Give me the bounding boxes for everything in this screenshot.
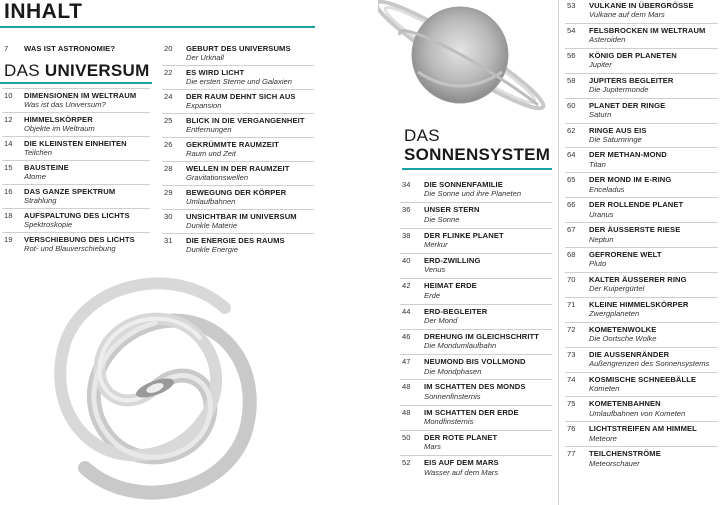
entry-subtitle: Die Mondphasen <box>424 366 482 376</box>
entry-divider <box>2 136 150 137</box>
page-number: 54 <box>567 25 576 35</box>
entry-divider <box>400 379 552 380</box>
entry-divider <box>565 297 718 298</box>
toc-entry[interactable] <box>567 300 688 319</box>
page-number: 75 <box>567 399 576 409</box>
entry-subtitle: Der Mond <box>424 315 458 325</box>
page-number: 60 <box>567 100 576 110</box>
page-number: 7 <box>4 44 9 53</box>
entry-title: LICHTSTREIFEN AM HIMMEL <box>589 424 697 434</box>
toc-entry[interactable] <box>567 26 705 45</box>
toc-entry[interactable] <box>402 332 539 351</box>
toc-entry[interactable] <box>402 357 526 376</box>
entry-subtitle: Strahlung <box>24 196 57 206</box>
page-number: 74 <box>567 374 576 384</box>
entry-divider <box>565 123 718 124</box>
entry-subtitle: Der Kuipergürtel <box>589 284 645 294</box>
entry-title: KALTER ÄUSSERER RING <box>589 274 687 284</box>
entry-divider <box>400 228 552 229</box>
toc-entry[interactable] <box>402 281 477 300</box>
entry-title: HIMMELSKÖRPER <box>24 115 93 124</box>
page-number: 15 <box>4 163 13 172</box>
entry-divider <box>565 322 718 323</box>
page-number: 22 <box>164 68 173 77</box>
entry-divider <box>162 113 314 114</box>
entry-title: GEKRÜMMTE RAUMZEIT <box>186 140 279 149</box>
entry-divider <box>2 88 150 89</box>
entry-subtitle: Sonnenfinsternis <box>424 391 481 401</box>
entry-divider <box>400 278 552 279</box>
page-number: 10 <box>4 91 13 100</box>
page-number: 18 <box>4 211 13 220</box>
spiral-galaxy-illustration <box>40 268 270 505</box>
toc-entry[interactable] <box>567 325 657 344</box>
toc-entry[interactable] <box>164 92 296 111</box>
entry-subtitle: Neptun <box>589 234 614 244</box>
entry-title: FELSBROCKEN IM WELTRAUM <box>589 25 706 35</box>
toc-entry[interactable] <box>4 163 69 182</box>
entry-subtitle: Raum und Zeit <box>186 149 236 159</box>
entry-subtitle: Atome <box>24 172 46 182</box>
entry-title: AUFSPALTUNG DES LICHTS <box>24 211 130 220</box>
entry-divider <box>565 147 718 148</box>
page-number: 53 <box>567 1 576 10</box>
entry-title: VERSCHIEBUNG DES LICHTS <box>24 235 135 244</box>
entry-subtitle: Dunkle Materie <box>186 221 238 231</box>
entry-subtitle: Die Jupitermonde <box>589 85 649 95</box>
entry-subtitle: Die ersten Sterne und Galaxien <box>186 77 292 87</box>
page-number: 38 <box>402 230 411 240</box>
page-number: 68 <box>567 250 576 259</box>
entry-title: DER ROLLENDE PLANET <box>589 200 684 210</box>
entry-subtitle: Wasser auf dem Mars <box>424 467 499 477</box>
toc-entry[interactable] <box>567 275 687 294</box>
entry-subtitle: Die Sonne und ihre Planeten <box>424 189 522 199</box>
entry-title: WELLEN IN DER RAUMZEIT <box>186 164 290 173</box>
toc-entry[interactable] <box>164 68 292 87</box>
entry-title: DIE SONNENFAMILIE <box>424 180 503 189</box>
entry-title: DER RAUM DEHNT SICH AUS <box>186 92 296 101</box>
title-rule <box>0 26 315 28</box>
page-number: 77 <box>567 449 576 459</box>
entry-divider <box>565 98 718 99</box>
entry-divider <box>565 48 718 49</box>
entry-subtitle: Umlaufbahnen von Kometen <box>589 408 686 418</box>
page-number: 72 <box>567 324 576 334</box>
entry-divider <box>2 232 150 233</box>
page-number: 50 <box>402 433 411 442</box>
page-number: 40 <box>402 255 411 265</box>
entry-divider <box>565 272 718 273</box>
entry-divider <box>162 65 314 66</box>
page-number: 42 <box>402 281 411 291</box>
entry-title: GEFRORENE WELT <box>589 250 662 259</box>
toc-entry[interactable] <box>4 91 136 110</box>
entry-divider <box>2 160 150 161</box>
entry-subtitle: Asteroiden <box>589 35 626 45</box>
toc-entry[interactable] <box>164 164 289 183</box>
entry-subtitle: Entfernungen <box>186 125 232 135</box>
entry-divider <box>162 137 314 138</box>
page-number: 14 <box>4 139 13 148</box>
entry-title: PLANET DER RINGE <box>589 100 666 110</box>
entry-title: UNSICHTBAR IM UNIVERSUM <box>186 212 297 221</box>
entry-title: KOMETENWOLKE <box>589 324 657 334</box>
entry-divider <box>565 172 718 173</box>
entry-divider <box>565 421 718 422</box>
entry-divider <box>565 396 718 397</box>
page-number: 48 <box>402 407 411 417</box>
toc-entry[interactable] <box>164 140 279 159</box>
toc-entry[interactable] <box>402 205 480 224</box>
entry-subtitle: Außengrenzen des Sonnensystems <box>589 359 710 368</box>
toc-entry[interactable] <box>402 231 504 250</box>
page-number: 64 <box>567 150 576 160</box>
section-heading-bold: UNIVERSUM <box>44 61 150 80</box>
entry-divider <box>400 329 552 330</box>
entry-title: HEIMAT ERDE <box>424 281 477 291</box>
entry-title: ERD-ZWILLING <box>424 255 481 265</box>
entry-subtitle: Gravitationswellen <box>186 173 249 183</box>
entry-subtitle: Expansion <box>186 101 222 111</box>
page-number: 20 <box>164 44 173 53</box>
page-title: INHALT <box>4 0 83 23</box>
entry-title: DER ÄUSSERSTE RIESE <box>589 225 681 235</box>
toc-entry[interactable] <box>567 200 683 219</box>
entry-title: JUPITERS BEGLEITER <box>589 75 674 85</box>
entry-divider <box>400 455 552 456</box>
entry-divider <box>162 185 314 186</box>
page-number: 19 <box>4 235 13 244</box>
toc-entry[interactable] <box>4 187 115 206</box>
entry-divider <box>400 202 552 203</box>
toc-entry[interactable] <box>402 307 487 326</box>
entry-title: KÖNIG DER PLANETEN <box>589 50 677 60</box>
entry-title: BAUSTEINE <box>24 163 69 172</box>
column-divider <box>558 0 559 505</box>
page-number: 34 <box>402 180 411 189</box>
entry-title: IM SCHATTEN DES MONDS <box>424 382 526 392</box>
page-number: 30 <box>164 212 173 221</box>
page-number: 71 <box>567 299 576 309</box>
toc-entry[interactable] <box>567 250 662 269</box>
entry-subtitle: Meteorschauer <box>589 458 640 468</box>
entry-subtitle: Die Mondumlaufbahn <box>424 341 497 351</box>
entry-subtitle: Erde <box>424 290 441 300</box>
entry-divider <box>2 208 150 209</box>
toc-entry[interactable] <box>402 408 519 427</box>
toc-entry[interactable] <box>164 236 285 255</box>
entry-title: DIE KLEINSTEN EINHEITEN <box>24 139 127 148</box>
entry-divider <box>400 405 552 406</box>
sonnensystem-rule <box>402 168 552 170</box>
entry-title: NEUMOND BIS VOLLMOND <box>424 357 526 367</box>
toc-entry[interactable] <box>567 375 696 394</box>
entry-subtitle: Titan <box>589 159 606 169</box>
toc-entry[interactable] <box>567 399 685 418</box>
page-number: 62 <box>567 125 576 135</box>
entry-subtitle: Uranus <box>589 209 614 219</box>
page-number: 66 <box>567 200 576 210</box>
page-number: 24 <box>164 92 173 101</box>
entry-title: DER ROTE PLANET <box>424 433 498 442</box>
entry-title: UNSER STERN <box>424 205 480 215</box>
entry-subtitle: Spektroskopie <box>24 220 73 230</box>
toc-entry[interactable] <box>402 382 526 401</box>
page-number: 29 <box>164 188 173 197</box>
entry-title: KLEINE HIMMELSKÖRPER <box>589 299 689 309</box>
page-number: 56 <box>567 50 576 60</box>
page-number: 26 <box>164 140 173 149</box>
section-heading-bold: SONNENSYSTEM <box>404 145 551 164</box>
toc-entry[interactable] <box>567 175 671 194</box>
entry-title: DAS GANZE SPEKTRUM <box>24 187 116 196</box>
entry-title: IM SCHATTEN DER ERDE <box>424 407 519 417</box>
entry-divider <box>565 247 718 248</box>
entry-subtitle: Jupiter <box>589 60 612 70</box>
page-number: 52 <box>402 458 411 468</box>
entry-title: BEWEGUNG DER KÖRPER <box>186 188 287 197</box>
entry-divider <box>565 372 718 373</box>
entry-subtitle: Vulkane auf dem Mars <box>589 10 665 20</box>
entry-subtitle: Die Sonne <box>424 214 460 224</box>
entry-subtitle: Der Urknall <box>186 53 224 63</box>
toc-entry[interactable] <box>567 101 665 120</box>
entry-subtitle: Umlaufbahnen <box>186 197 236 207</box>
toc-entry[interactable] <box>164 212 297 231</box>
entry-divider <box>162 209 314 210</box>
toc-entry[interactable] <box>402 458 499 477</box>
entry-subtitle: Objekte im Weltraum <box>24 124 95 134</box>
entry-subtitle: Mondfinsternis <box>424 417 474 427</box>
entry-subtitle: Pluto <box>589 259 607 269</box>
toc-entry[interactable] <box>402 433 497 452</box>
entry-title: BLICK IN DIE VERGANGENHEIT <box>186 116 305 125</box>
entry-divider <box>162 233 314 234</box>
entry-title: TEILCHENSTRÖME <box>589 449 661 459</box>
toc-entry[interactable] <box>4 235 135 254</box>
toc-entry[interactable] <box>567 51 677 70</box>
entry-title: GEBURT DES UNIVERSUMS <box>186 44 291 53</box>
page-number: 31 <box>164 236 173 245</box>
page-number: 46 <box>402 331 411 341</box>
entry-title: DIE ENERGIE DES RAUMS <box>186 236 285 245</box>
entry-title: RINGE AUS EIS <box>589 125 647 135</box>
entry-subtitle: Venus <box>424 265 446 275</box>
entry-subtitle: Meteore <box>589 433 617 443</box>
entry-subtitle: Teilchen <box>24 148 53 158</box>
page-number: 25 <box>164 116 173 125</box>
entry-title: ERD-BEGLEITER <box>424 306 488 316</box>
entry-subtitle: Dunkle Energie <box>186 245 238 255</box>
entry-title: DER METHAN-MOND <box>589 150 667 160</box>
page-number: 47 <box>402 357 411 367</box>
entry-divider <box>565 446 718 447</box>
toc-entry[interactable] <box>567 150 667 169</box>
toc-entry[interactable] <box>567 76 674 95</box>
entry-title: DER FLINKE PLANET <box>424 230 504 240</box>
toc-entry[interactable] <box>402 180 521 199</box>
toc-entry[interactable] <box>164 188 286 207</box>
toc-entry[interactable] <box>4 44 115 53</box>
toc-entry[interactable] <box>4 211 130 230</box>
entry-title: DER MOND IM E-RING <box>589 175 672 185</box>
entry-subtitle: Enceladus <box>589 184 625 194</box>
entry-subtitle: Merkur <box>424 240 448 249</box>
page-number: 16 <box>4 187 13 196</box>
page-number: 70 <box>567 274 576 284</box>
entry-divider <box>400 430 552 431</box>
toc-entry[interactable] <box>164 44 291 63</box>
entry-divider <box>565 23 718 24</box>
section-heading-light: DAS <box>4 61 45 80</box>
entry-title: KOMETENBAHNEN <box>589 399 661 409</box>
toc-entry[interactable] <box>567 449 661 468</box>
entry-subtitle: Die Saturnringe <box>589 134 642 144</box>
entry-divider <box>400 253 552 254</box>
entry-subtitle: Rot- und Blauverschiebung <box>24 244 116 254</box>
toc-entry[interactable] <box>402 256 480 275</box>
entry-divider <box>565 73 718 74</box>
section-heading-sonnensystem <box>404 126 550 164</box>
entry-title: ES WIRD LICHT <box>186 68 245 77</box>
page-number: 65 <box>567 175 576 185</box>
page-number: 67 <box>567 225 576 235</box>
section-heading-universum <box>4 61 150 80</box>
entry-title: DREHUNG IM GLEICHSCHRITT <box>424 331 540 341</box>
entry-subtitle: Was ist das Universum? <box>24 100 106 110</box>
toc-entry[interactable] <box>567 424 697 443</box>
entry-divider <box>565 197 718 198</box>
entry-title: KOSMISCHE SCHNEEBÄLLE <box>589 374 697 384</box>
page-number: 28 <box>164 164 173 173</box>
entry-subtitle: Zwergplaneten <box>589 309 640 319</box>
toc-entry[interactable] <box>4 115 95 134</box>
entry-divider <box>2 112 150 113</box>
entry-title: DIE AUSSENRÄNDER <box>589 349 670 359</box>
section-heading-light: DAS <box>404 126 440 145</box>
entry-divider <box>162 89 314 90</box>
toc-entry[interactable] <box>567 1 694 20</box>
entry-subtitle: Die Oortsche Wolke <box>589 334 657 344</box>
page-number: 36 <box>402 205 411 215</box>
entry-divider <box>400 304 552 305</box>
entry-divider <box>162 161 314 162</box>
toc-entry[interactable] <box>164 116 305 135</box>
entry-subtitle: Mars <box>424 442 441 452</box>
page-number: 76 <box>567 424 576 434</box>
entry-divider <box>400 354 552 355</box>
entry-title: WAS IST ASTRONOMIE? <box>24 44 116 53</box>
page-number: 12 <box>4 115 13 124</box>
entry-title: VULKANE IN ÜBERGRÖSSE <box>589 1 694 10</box>
toc-entry[interactable] <box>567 225 680 244</box>
page-number: 58 <box>567 75 576 85</box>
entry-divider <box>565 222 718 223</box>
page-number: 44 <box>402 306 411 316</box>
universum-rule <box>0 82 152 84</box>
saturn-illustration <box>378 0 558 115</box>
toc-entry[interactable] <box>4 139 127 158</box>
toc-entry[interactable] <box>567 350 709 369</box>
entry-subtitle: Kometen <box>589 383 620 393</box>
toc-entry[interactable] <box>567 126 647 145</box>
page-number: 73 <box>567 349 576 359</box>
entry-subtitle: Saturn <box>589 110 612 119</box>
entry-title: DIMENSIONEN IM WELTRAUM <box>24 91 137 100</box>
entry-divider <box>2 184 150 185</box>
entry-title: EIS AUF DEM MARS <box>424 458 499 468</box>
entry-divider <box>565 347 718 348</box>
page-number: 48 <box>402 382 411 392</box>
